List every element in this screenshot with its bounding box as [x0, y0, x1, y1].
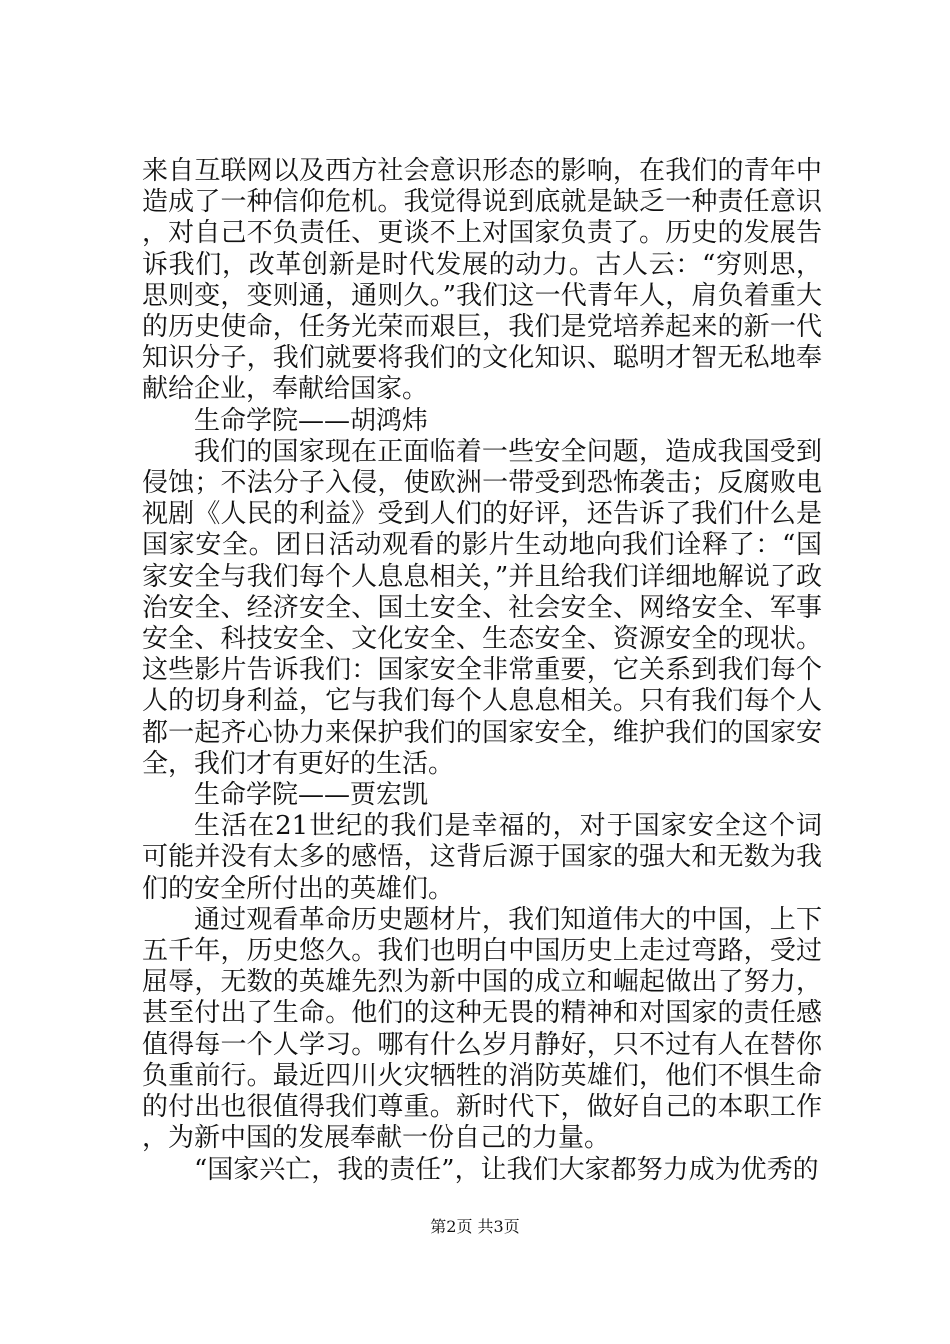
page-number-footer: 第2页 共3页	[430, 1217, 520, 1236]
author-line-hu: 生命学院——胡鸿炜	[194, 405, 429, 436]
paragraph-national-security: 我们的国家现在正面临着一些安全问题，造成我国受到侵蚀；不法分子入侵，使欧洲一带受到恐怖袭击；反腐败电视剧《人民的利益》受到人们的好评，还告诉了我们什么是国家安全。团日活动观看的影片生动地向我们诠释了：“国家安全与我们每个人息息相关，”并且给我们详细地解说了政治安全、经济安全、国土安全、社会安全、网络安全、军事安全、科技安全、文化安全、生态安全、资源安全的现状。这些影片告诉我们：国家安全非常重要，它关系到我们每个人的切身利益，它与我们每个人息息相关。只有我们每个人都一起齐心协力来保护我们的国家安全，维护我们的国家安全，我们才有更好的生活。	[142, 436, 822, 779]
paragraph-revolution-history: 通过观看革命历史题材片，我们知道伟大的中国，上下五千年，历史悠久。我们也明白中国历史上走过弯路，受过屈辱，无数的英雄先烈为新中国的成立和崛起做出了努力，甚至付出了生命。他们的这种无畏的精神和对国家的责任感值得每一个人学习。哪有什么岁月静好，只不过有人在替你负重前行。最近四川火灾牺牲的消防英雄们，他们不惧生命的付出也很值得我们尊重。新时代下，做好自己的本职工作，为新中国的发展奉献一份自己的力量。	[142, 904, 822, 1154]
paragraph-continuation: 来自互联网以及西方社会意识形态的影响，在我们的青年中造成了一种信仰危机。我觉得说到底就是缺乏一种责任意识，对自己不负责任、更谈不上对国家负责了。历史的发展告诉我们，改革创新是时代发展的动力。古人云：“穷则思，思则变，变则通，通则久。”我们这一代青年人，肩负着重大的历史使命，任务光荣而艰巨，我们是党培养起来的新一代知识分子，我们就要将我们的文化知识、聪明才智无私地奉献给企业，奉献给国家。	[142, 156, 822, 405]
author-line-jia: 生命学院——贾宏凯	[194, 780, 429, 811]
document-body	[142, 156, 822, 1186]
paragraph-21st-century: 生活在21世纪的我们是幸福的，对于国家安全这个词可能并没有太多的感悟，这背后源于国家的强大和无数为我们的安全所付出的英雄们。	[142, 811, 822, 904]
paragraph-closing: “国家兴亡，我的责任”，让我们大家都努力成为优秀的	[194, 1154, 819, 1185]
